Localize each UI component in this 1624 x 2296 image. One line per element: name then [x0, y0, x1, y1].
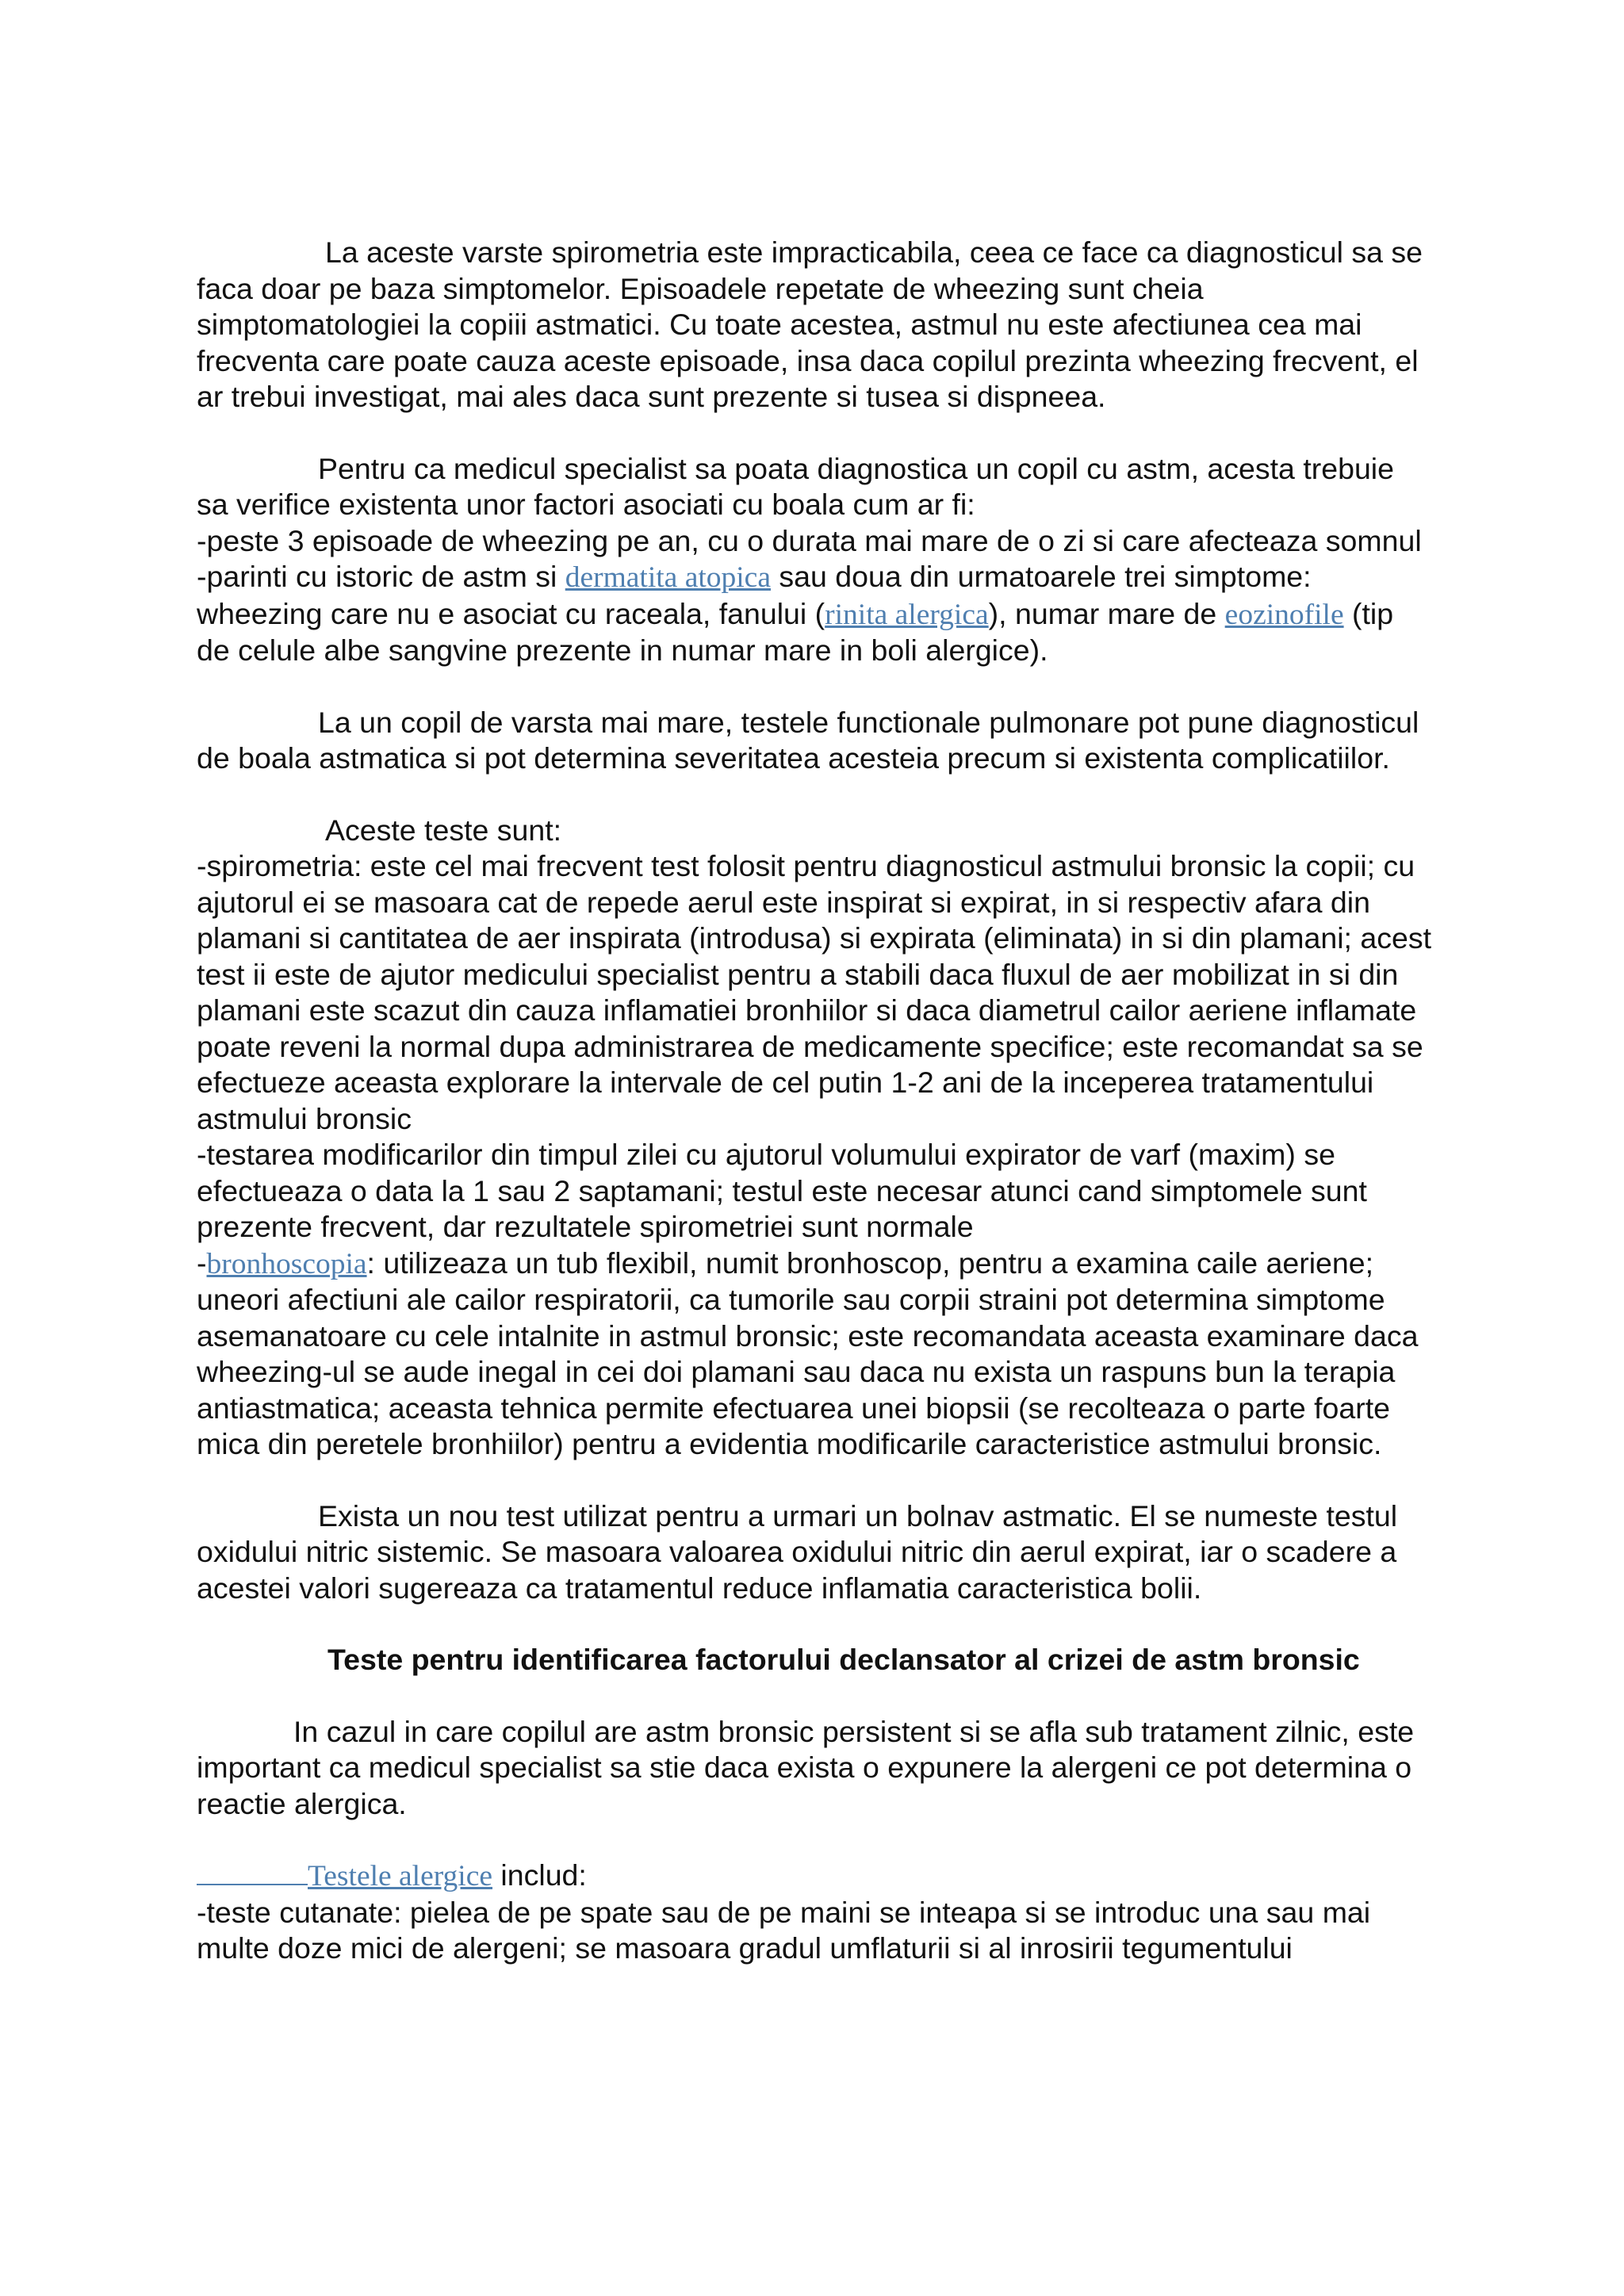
text-segment: - [197, 1246, 207, 1280]
link-eozinofile[interactable]: eozinofile [1224, 598, 1344, 631]
text-segment: : utilizeaza un tub flexibil, numit bronhoscop, pentru a examina caile aeriene; uneori afectiuni ale cailor respiratorii, ca tumorile sau corpii straini pot determina simptome asemanatoare cu cele intalnite in astmul bronsic; este recomandata aceasta examinare daca wheezing-ul se aude inegal in cei doi plamani sau daca nu exista un raspuns bun la terapia antiastmatica; aceasta tehnica permite efectuarea unei biopsii (se recolteaza o parte foarte mica din peretele bronhiilor) pentru a evidentia modificarile caracteristice astmului bronsic. [197, 1246, 1419, 1460]
list-item-bronhoscopia [197, 1246, 1434, 1463]
link-dermatita-atopica[interactable]: dermatita atopica [565, 561, 771, 594]
paragraph-teste-functionale: La un copil de varsta mai mare, testele functionale pulmonare pot pune diagnosticul de boala astmatica si pot determina severitatea acesteia precum si existenta complicatiilor. [197, 705, 1419, 775]
paragraph-testele-alergice [197, 1858, 1434, 1895]
text-segment: sau doua din urmatoarele trei simptome: wheezing care nu e asociat cu raceala, fanului ( [197, 560, 1312, 630]
paragraph-aceste-teste-intro: Aceste teste sunt: [325, 813, 562, 847]
list-item-spirometria: -spirometria: este cel mai frecvent test folosit pentru diagnosticul astmului bronsic la copii; cu ajutorul ei se masoara cat de repede aerul este inspirat si expirat, in si respectiv afara din plamani si cantitatea de aer inspirata (introdusa) si expirata (eliminata) in si din plamani; acest test ii este de ajutor medicului specialist pentru a stabili daca fluxul de aer mobilizat in si din plamani este scazut din cauza inflamatiei bronhiilor si daca diametrul cailor aeriene inflamate poate reveni la normal dupa administrarea de medicamente specifice; este recomandat sa se efectueze aceasta explorare la intervale de cel putin 1-2 ani de la inceperea tratamentului astmului bronsic [197, 849, 1432, 1135]
list-item-episoade-wheezing: -peste 3 episoade de wheezing pe an, cu o durata mai mare de o zi si care afecteaza somnul [197, 523, 1422, 557]
list-item-testarea-modificarilor: -testarea modificarilor din timpul zilei cu ajutorul volumului expirator de varf (maxim) se efectueaza o data la 1 sau 2 saptamani; testul este necesar atunci cand simptomele sunt prezente frecvent, dar rezultatele spirometriei sunt normale [197, 1138, 1367, 1243]
list-item-istoric-parinti [197, 559, 1434, 669]
section-heading: Teste pentru identificarea factorului declansator al crizei de astm bronsic [327, 1643, 1360, 1676]
link-underline-leader [197, 1860, 308, 1885]
link-testele-alergice[interactable]: Testele alergice [308, 1860, 493, 1892]
link-rinita-alergica[interactable]: rinita alergica [825, 598, 989, 631]
section-aceste-teste [197, 813, 1434, 1463]
paragraph-oxid-nitric: Exista un nou test utilizat pentru a urmari un bolnav astmatic. El se numeste testul oxidului nitric sistemic. Se masoara valoarea oxidului nitric din aerul expirat, iar o scadere a acestei valori sugereaza ca tratamentul reduce inflamatia caracteristica bolii. [197, 1498, 1398, 1605]
link-bronhoscopia[interactable]: bronhoscopia [206, 1247, 367, 1280]
text-segment: (tip de celule albe sangvine prezente in numar mare in boli alergice). [197, 596, 1394, 667]
text-segment: -parinti cu istoric de astm si [197, 560, 565, 593]
paragraph-astm-persistent: In cazul in care copilul are astm bronsic persistent si se afla sub tratament zilnic, este important ca medicul specialist sa stie daca exista o expunere la alergeni ce pot determina o reactie alergica. [197, 1714, 1415, 1820]
paragraph-spirometria-impracticabila: La aceste varste spirometria este impracticabila, ceea ce face ca diagnosticul sa se faca doar pe baza simptomelor. Episoadele repetate de wheezing sunt cheia simptomatologiei la copiii astmatici. Cu toate acestea, astmul nu este afectiunea cea mai frecventa care poate cauza aceste episoade, insa daca copilul prezinta wheezing frecvent, el ar trebui investigat, mai ales daca sunt prezente si tusea si dispneea. [197, 235, 1423, 413]
text-segment: ), numar mare de [988, 596, 1225, 630]
section-factori-asociati [197, 451, 1434, 669]
document-body [197, 235, 1434, 1967]
text-segment: includ: [492, 1858, 587, 1892]
paragraph-factori-intro: Pentru ca medicul specialist sa poata diagnostica un copil cu astm, acesta trebuie sa verifice existenta unor factori asociati cu boala cum ar fi: [197, 451, 1394, 521]
section-teste-alergice [197, 1858, 1434, 1967]
list-item-teste-cutanate: -teste cutanate: pielea de pe spate sau de pe maini se inteapa si se introduc una sau mai multe doze mici de alergeni; se masoara gradul umflaturii si al inrosirii tegumentului [197, 1895, 1371, 1965]
